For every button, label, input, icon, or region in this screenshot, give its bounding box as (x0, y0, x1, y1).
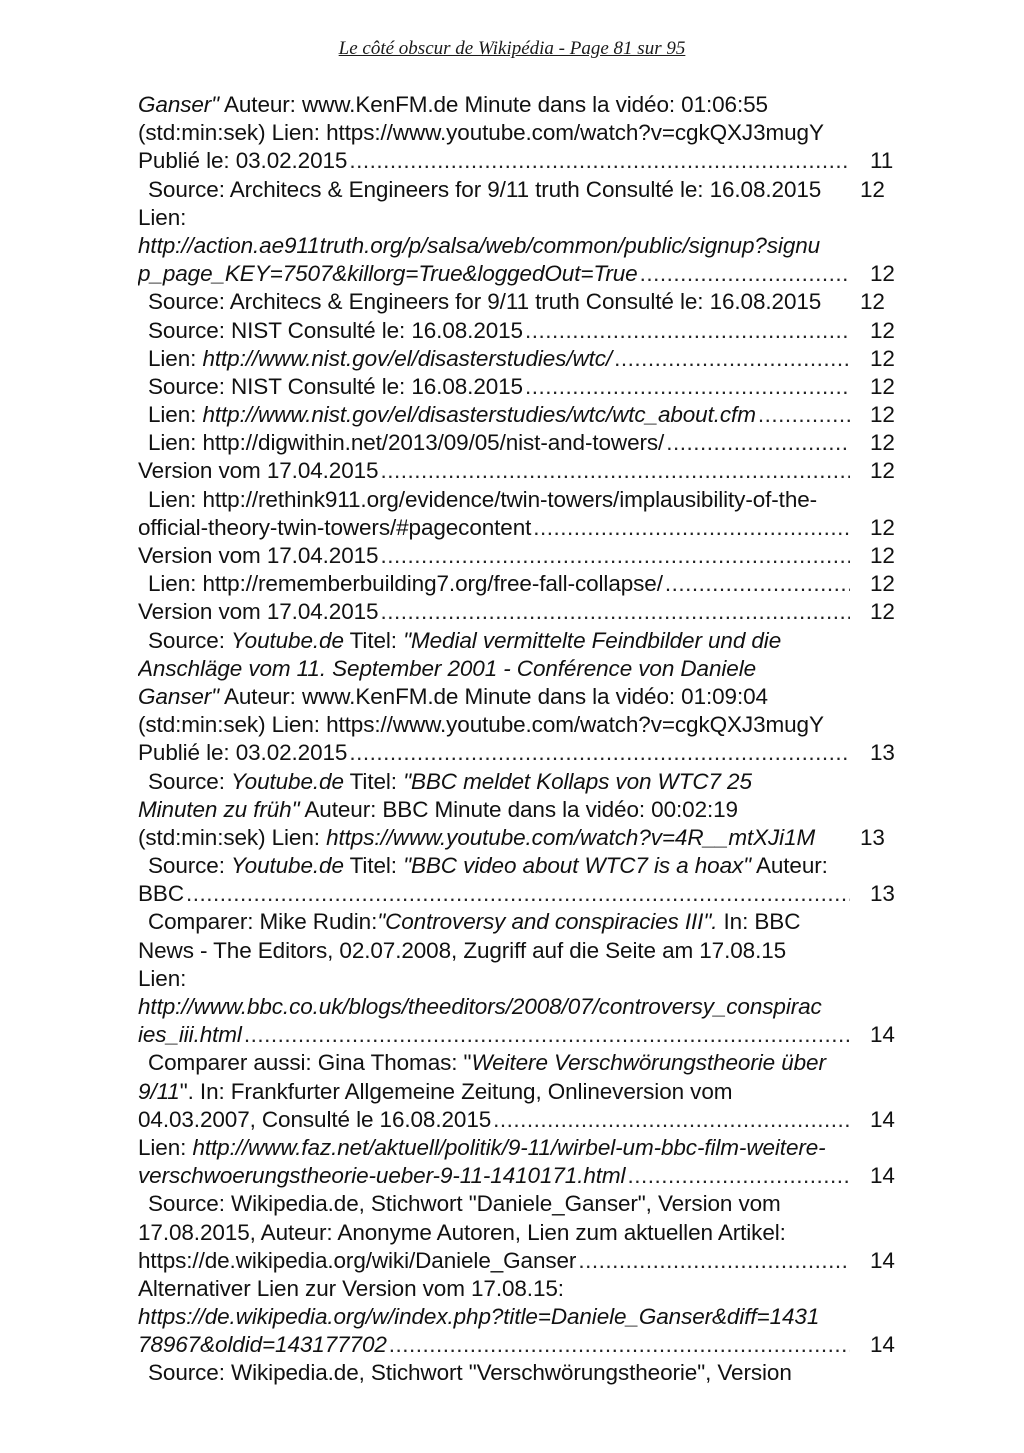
toc-line-text: http://www.faz.net/aktuell/politik/9-11/wirbel-um-bbc-film-weitere- (192, 1134, 826, 1160)
toc-line-text: 17.08.2015, Auteur: Anonyme Autoren, Lien zum aktuellen Artikel: (138, 1219, 786, 1245)
toc-line-text: Auteur: BBC Minute dans la vidéo: 00:02:19 (299, 796, 738, 822)
toc-line (138, 796, 898, 824)
toc-line-text: Lien: (148, 402, 203, 428)
dot-leader (666, 429, 850, 457)
toc-line-text: 78967&oldid=143177702 (138, 1332, 387, 1358)
toc-line-text: Comparer: Mike Rudin: (148, 909, 378, 935)
toc-line-text: "Medial vermittelte Feindbilder und die (403, 627, 782, 653)
toc-line (138, 345, 898, 373)
toc-line-text: Lien: (148, 345, 203, 371)
toc-line-text: Lien: (138, 204, 187, 230)
toc-line (138, 542, 898, 570)
toc-line (138, 1134, 898, 1162)
toc-line (138, 1219, 898, 1247)
toc-line (138, 232, 898, 260)
toc-line (138, 373, 898, 401)
toc-line-text: Lien: http://rethink911.org/evidence/twin-towers/implausibility-of-the- (148, 486, 818, 512)
toc-line-text: Source: (148, 853, 231, 879)
page-number: 12 (870, 373, 895, 399)
dot-leader (244, 1021, 850, 1049)
dot-leader (758, 401, 850, 429)
toc-line-text: http://www.nist.gov/el/disasterstudies/wtc/ (202, 345, 613, 371)
toc-line (138, 1275, 898, 1303)
toc-line-text: (std:min:sek) Lien: https://www.youtube.com/watch?v=cgkQXJ3mugY (138, 120, 824, 146)
toc-line-text: https://de.wikipedia.org/w/index.php?title=Daniele_Ganser&diff=1431 (138, 1304, 820, 1330)
toc-line (138, 119, 898, 147)
page-number: 12 (870, 543, 895, 568)
page-number: 14 (870, 1247, 895, 1273)
toc-line (138, 965, 898, 993)
dot-leader (525, 373, 850, 401)
page-number: 12 (870, 430, 895, 456)
page-number: 12 (870, 261, 895, 287)
toc-line-text: Source: Architecs & Engineers for 9/11 truth Consulté le: 16.08.2015 (148, 176, 822, 202)
toc-line-text: Comparer aussi: Gina Thomas: " (148, 1050, 472, 1076)
toc-line (138, 908, 898, 936)
page-number: 14 (870, 1106, 895, 1132)
toc-line (138, 880, 898, 908)
toc-line (138, 204, 898, 232)
toc-line (138, 317, 898, 345)
page-number: 12 (870, 402, 895, 428)
toc-line (138, 486, 898, 514)
toc-line-text: https://de.wikipedia.org/wiki/Daniele_Ganser (138, 1247, 577, 1273)
toc-line-text: Titel: (343, 627, 404, 653)
toc-line-text: Publié le: 03.02.2015 (138, 740, 348, 766)
toc-line (138, 993, 898, 1021)
dot-leader (665, 570, 850, 598)
toc-line (138, 683, 898, 711)
toc-line (138, 457, 898, 485)
page-number: 14 (870, 1022, 895, 1048)
toc-line-text: Version vom 17.04.2015 (138, 543, 379, 568)
toc-line (138, 1078, 898, 1106)
dot-leader (493, 1106, 850, 1134)
toc-line-text: Auteur: www.KenFM.de Minute dans la vidéo: 01:09:04 (219, 683, 768, 709)
toc-line-text: (std:min:sek) Lien: https://www.youtube.com/watch?v=cgkQXJ3mugY (138, 712, 824, 738)
toc-line-text: "BBC video about WTC7 is a hoax" (403, 853, 752, 879)
toc-line-text: ies_iii.html (138, 1022, 242, 1048)
toc-line-text: Source: Architecs & Engineers for 9/11 truth Consulté le: 16.08.2015 (148, 289, 822, 315)
toc-line (138, 1021, 898, 1049)
toc-line-text: http://www.bbc.co.uk/blogs/theeditors/2008/07/controversy_conspirac (138, 994, 822, 1019)
toc-line-text: Lien: (138, 1134, 193, 1160)
toc-line (138, 176, 898, 204)
page-number: 12 (870, 458, 895, 484)
toc-line-text: ". In: Frankfurter Allgemeine Zeitung, Onlineversion vom (179, 1078, 733, 1104)
dot-leader (380, 598, 850, 626)
toc-line-text: Lien: http://rememberbuilding7.org/free-fall-collapse/ (148, 571, 663, 597)
page-number: 13 (870, 881, 895, 907)
toc-line (138, 627, 898, 655)
toc-line-text: Titel: (343, 768, 404, 794)
page-header: Le côté obscur de Wikipédia - Page 81 sur 95 (338, 38, 686, 59)
toc-line (138, 1331, 898, 1359)
page-number: 14 (870, 1332, 895, 1358)
toc-line (138, 1162, 898, 1190)
toc-line-text: 9/11 (138, 1078, 180, 1104)
toc-line (138, 288, 898, 316)
toc-line (138, 401, 898, 429)
toc-line-text: Weitere Verschwörungstheorie über (471, 1050, 826, 1076)
toc-line-text: Youtube.de (231, 768, 344, 794)
dot-leader (349, 739, 850, 767)
toc-line-text: p_page_KEY=7507&killorg=True&loggedOut=True (138, 261, 638, 287)
toc-line-text: 04.03.2007, Consulté le 16.08.2015 (138, 1106, 492, 1132)
toc-line-text: Version vom 17.04.2015 (138, 458, 379, 484)
toc-line (138, 91, 898, 119)
dot-leader (380, 457, 850, 485)
dot-leader (627, 1162, 850, 1190)
toc-line-text: Lien: http://digwithin.net/2013/09/05/nist-and-towers/ (148, 430, 665, 456)
toc-line (138, 514, 898, 542)
dot-leader (186, 880, 850, 908)
dot-leader (389, 1331, 850, 1359)
toc-line-text: Source: (148, 768, 231, 794)
toc-line-text: Titel: (343, 853, 404, 879)
page-number: 14 (870, 1163, 895, 1189)
toc-line (138, 711, 898, 739)
toc-line (138, 429, 898, 457)
toc-line-text: Source: NIST Consulté le: 16.08.2015 (148, 317, 523, 343)
toc-line-text: https://www.youtube.com/watch?v=4R__mtXJi1M (326, 824, 816, 850)
page-number: 12 (860, 176, 885, 202)
toc-line-text: Source: NIST Consulté le: 16.08.2015 (148, 373, 523, 399)
toc-line-text: Minuten zu früh" (138, 796, 300, 822)
toc-line (138, 1247, 898, 1275)
dot-leader (525, 317, 850, 345)
toc-line (138, 852, 898, 880)
dot-leader (349, 147, 850, 175)
toc-line (138, 768, 898, 796)
toc-line-text: Ganser" (138, 683, 220, 709)
page-number: 12 (860, 289, 885, 315)
dot-leader (640, 260, 850, 288)
toc-line (138, 824, 898, 852)
toc-line-text: Source: (148, 627, 231, 653)
toc-line-text: Alternativer Lien zur Version vom 17.08.15: (138, 1275, 564, 1301)
toc-line-text: Anschläge vom 11. September 2001 - Conférence von Daniele (138, 655, 757, 681)
toc-line-text: verschwoerungstheorie-ueber-9-11-1410171.html (138, 1163, 626, 1189)
toc-line-text: Source: Wikipedia.de, Stichwort "Daniele_Ganser", Version vom (148, 1191, 781, 1217)
toc-line-text: Version vom 17.04.2015 (138, 599, 379, 625)
toc-line-text: Ganser" (138, 92, 220, 117)
dot-leader (614, 345, 850, 373)
toc-line-text: Youtube.de (231, 853, 344, 879)
page-number: 13 (870, 740, 895, 766)
toc-line-text: Lien: (138, 965, 187, 991)
toc-line-text: Auteur: (751, 853, 828, 879)
toc-line (138, 655, 898, 683)
toc-line-text: http://www.nist.gov/el/disasterstudies/wtc/wtc_about.cfm (202, 402, 756, 428)
toc-line (138, 1049, 898, 1077)
toc-line-text: Source: Wikipedia.de, Stichwort "Verschwörungstheorie", Version (148, 1360, 792, 1386)
page-number: 12 (870, 317, 895, 343)
toc-line-text: Youtube.de (231, 627, 344, 653)
toc-line-text: "BBC meldet Kollaps von WTC7 25 (403, 768, 752, 794)
page-number: 12 (870, 571, 895, 597)
dot-leader (578, 1247, 850, 1275)
page-number: 12 (870, 345, 895, 371)
toc-line-text: "Controversy and conspiracies III". (377, 909, 718, 935)
dot-leader (380, 542, 850, 570)
page-number: 12 (870, 599, 895, 625)
toc-line (138, 147, 898, 175)
toc-list (138, 91, 898, 1388)
toc-line (138, 937, 898, 965)
toc-line (138, 1303, 898, 1331)
page-number: 13 (860, 824, 885, 850)
toc-line (138, 570, 898, 598)
toc-line-text: official-theory-twin-towers/#pagecontent (138, 514, 532, 540)
page-number: 12 (870, 514, 895, 540)
toc-line-text: (std:min:sek) Lien: (138, 824, 327, 850)
page-number: 11 (870, 148, 894, 174)
toc-line (138, 1106, 898, 1134)
toc-line (138, 598, 898, 626)
toc-line (138, 260, 898, 288)
toc-line (138, 1190, 898, 1218)
dot-leader (533, 514, 850, 542)
toc-line (138, 739, 898, 767)
toc-line-text: Auteur: www.KenFM.de Minute dans la vidéo: 01:06:55 (219, 92, 768, 117)
toc-line-text: News - The Editors, 02.07.2008, Zugriff auf die Seite am 17.08.15 (138, 937, 787, 963)
toc-line (138, 1359, 898, 1387)
toc-line-text: http://action.ae911truth.org/p/salsa/web/common/public/signup?signu (138, 232, 821, 258)
toc-line-text: BBC (138, 881, 184, 907)
toc-line-text: In: BBC (717, 909, 801, 935)
toc-line-text: Publié le: 03.02.2015 (138, 148, 348, 174)
